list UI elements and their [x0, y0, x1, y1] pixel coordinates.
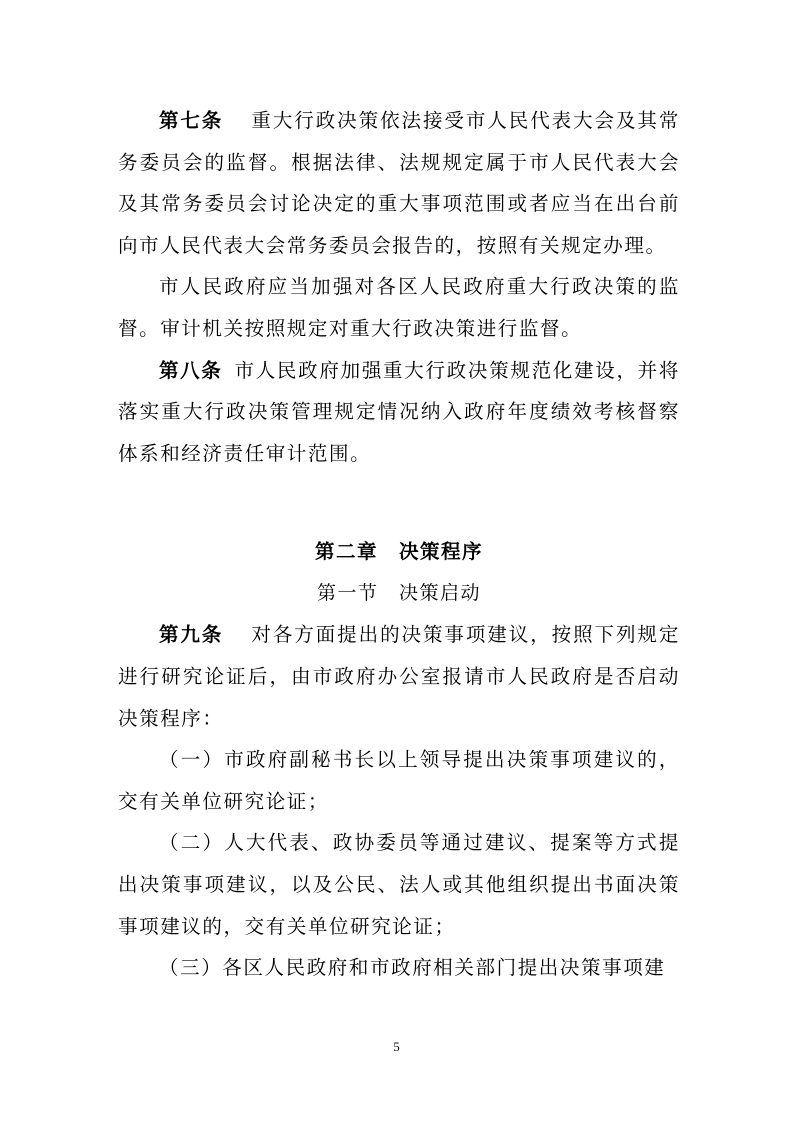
article-9-item-1: （一）市政府副秘书长以上领导提出决策事项建议的，交有关单位研究论证；	[118, 748, 680, 813]
article-8-text: 市人民政府加强重大行政决策规范化建设，并将落实重大行政决策管理规定情况纳入政府年度绩效考核督察体系和经济责任审计范围。	[118, 358, 680, 465]
article-9-item-2: （二）人大代表、政协委员等通过建议、提案等方式提出决策事项建议，以及公民、法人或其他组织提出书面决策事项建议的，交有关单位研究论证；	[118, 831, 680, 938]
article-9-number: 第九条	[159, 623, 224, 647]
article-9-text: 对各方面提出的决策事项建议，按照下列规定进行研究论证后，由市政府办公室报请市人民政府是否启动决策程序：	[118, 623, 680, 730]
article-7-paragraph-1	[118, 100, 680, 266]
article-7-number: 第七条	[159, 109, 224, 132]
article-9-item-3: （三）各区人民政府和市政府相关部门提出决策事项建	[159, 956, 666, 980]
article-8-paragraph	[118, 350, 680, 475]
article-7-paragraph-2: 市人民政府应当加强对各区人民政府重大行政决策的监督。审计机关按照规定对重大行政决策进行监督。	[118, 275, 680, 340]
article-9-paragraph	[118, 614, 680, 739]
article-7-text: 重大行政决策依法接受市人民代表大会及其常务委员会的监督。根据法律、法规规定属于市人民代表大会及其常务委员会讨论决定的重大事项范围或者应当在出台前向市人民代表大会常务委员会报告的，按照有关规定办理。	[118, 109, 680, 257]
article-8-number: 第八条	[159, 358, 223, 382]
chapter-title: 第二章 决策程序	[314, 540, 483, 564]
section-title: 第一节 决策启动	[316, 582, 481, 605]
chapter-spacer	[118, 474, 680, 532]
document-body	[118, 100, 680, 989]
page-number: 5	[393, 1039, 400, 1054]
